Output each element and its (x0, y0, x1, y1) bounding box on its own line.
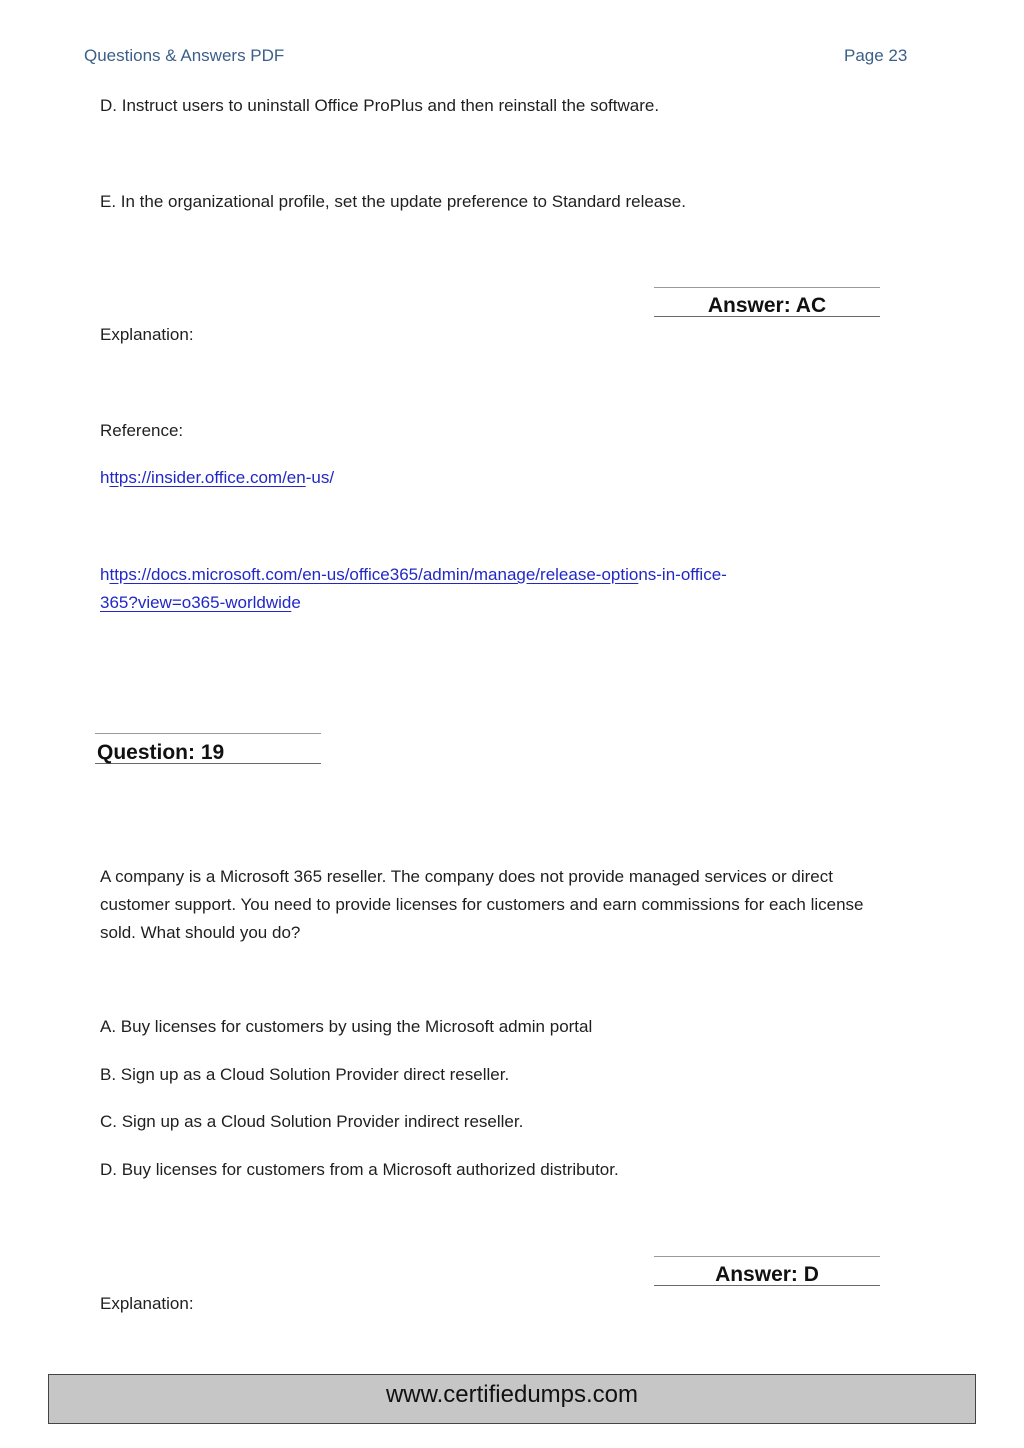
option-a: A. Buy licenses for customers by using the Microsoft admin portal (100, 1017, 593, 1036)
answer-box: Answer: D (654, 1256, 880, 1286)
option-e-prev: E. In the organizational profile, set the update preference to Standard release. (100, 192, 686, 211)
ref1-lead: h (100, 468, 110, 487)
option-c: C. Sign up as a Cloud Solution Provider indirect reseller. (100, 1112, 524, 1131)
ref2-lead: h (100, 565, 110, 584)
option-d-prev: D. Instruct users to uninstall Office ProPlus and then reinstall the software. (100, 96, 660, 115)
ref2-underlined: ttps://docs.microsoft.com/en-us/office365/admin/manage/release-optio (109, 565, 639, 584)
ref2b-underlined: 365?view=o365-worldwid (100, 593, 292, 612)
question-title: Question: 19 (95, 733, 321, 764)
question-text-line2: customer support. You need to provide licenses for customers and earn commissions for each license (100, 895, 864, 914)
ref1-underlined: ttps://insider.office.com/en (109, 468, 306, 487)
reference-label: Reference: (100, 421, 184, 440)
ref2-tail: ns-in-office- (638, 565, 727, 584)
ref2b-tail: e (291, 593, 301, 612)
answer-box-prev: Answer: AC (654, 287, 880, 317)
reference-link-insider[interactable] (100, 464, 334, 492)
question-text-line1: A company is a Microsoft 365 reseller. The company does not provide managed services or direct (100, 867, 833, 886)
reference-link-docs-line2[interactable] (100, 589, 301, 617)
footer-banner (48, 1374, 976, 1424)
option-b: B. Sign up as a Cloud Solution Provider direct reseller. (100, 1065, 510, 1084)
footer-site-link[interactable]: www.certifiedumps.com (385, 1381, 639, 1408)
ref1-tail: -us/ (305, 468, 335, 487)
question-text-line3: sold. What should you do? (100, 923, 301, 942)
header-title: Questions & Answers PDF (84, 46, 285, 65)
explanation-label: Explanation: (100, 1294, 194, 1313)
reference-link-docs-line1[interactable] (100, 561, 727, 589)
page-number: Page 23 (844, 46, 908, 65)
option-d: D. Buy licenses for customers from a Microsoft authorized distributor. (100, 1160, 619, 1179)
explanation-label-prev: Explanation: (100, 325, 194, 344)
